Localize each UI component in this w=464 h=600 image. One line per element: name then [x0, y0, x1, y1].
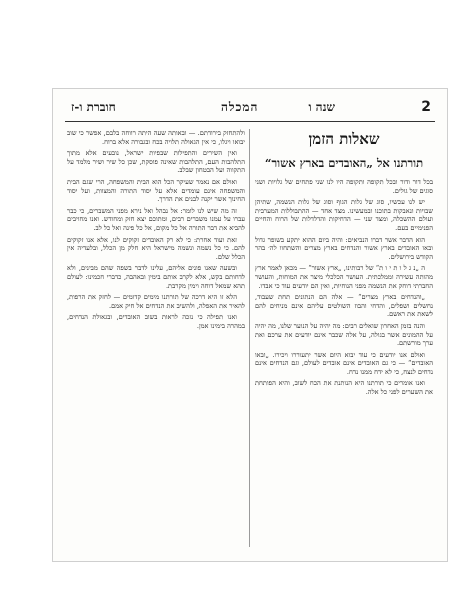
article-column-right	[255, 129, 433, 549]
paragraph: ואולם אנו יודעים כי עוד יבוא היום אשר יתעוררו ויכירו. „ובאו האובדים“ — כי גם האובדים אינם אובדים לעולם, וגם הנדחים אינם נדחים לנצח, כי לא ידח ממנו נדח.	[255, 350, 433, 376]
article-subtitle: תורתנו אל „האובדים בארץ אשור“	[264, 156, 424, 170]
paragraph: הוא הדבר אשר דברו הנביאים: והיה ביום ההוא יתקע בשופר גדול ובאו האובדים בארץ אשור והנדחים בארץ מצרים והשתחוו לה׳ בהר הקודש בירושלים.	[255, 235, 433, 261]
magazine-page	[52, 88, 448, 562]
issue-label: חוברת ו-ז	[71, 100, 116, 114]
year-label: שנה ו	[308, 100, 335, 114]
paragraph: והנה בזמן האחרון שואלים רבים: מה יהיה על הנוער שלנו, מה יהיה על ההמונים אשר בגולה, על אלה שכבר אינם יודעים את ערכם ואת ערך מורשתם.	[255, 321, 433, 348]
paragraph: ואנו אומרים כי תורתנו היא הנותנת את הכח לשוב, והיא הפותחת את השערים לפני כל אלה.	[255, 379, 433, 397]
journal-title: המכלה	[221, 100, 259, 114]
paragraph: ולהתחזק בירודתם. — ובאותה שעה היתה רווחה בלבם, אפשר כי שוב יבואו ויגלו, כי אין הגאולה תלויה בכח ובגבורה אלא ברוח.	[67, 129, 245, 146]
column-divider	[249, 129, 250, 547]
paragraph: ואולם אם נאמר שעיקר הכל הוא הבית והמשפחה, הרי שגם הבית והמשפחה אינם עומדים אלא על יסוד התורה והמצוות, ועל יסוד החינוך אשר יקנה לבנים את הדרך.	[67, 177, 245, 204]
header-rule	[65, 121, 435, 122]
page-header	[53, 89, 447, 123]
paragraph: בכל דור ודור ובכל תקופה ותקופה היו לנו שני פתחים של גלויות ושני סוגים של גולים.	[255, 178, 433, 195]
paragraph: ואין השירים והתפילות שבפיות ישראל, נובעים אלא מתוך התלהבות העם, התלהבות שאינה פוסקת, שכן כל שיר ושיר מלמד על התקווה ועל הבטחון שבלב.	[67, 149, 245, 175]
paragraph: יש לנו עכשיו, סוג של גלות הגוף וסוג של גלות הנשמה, שתיהן שבויות ונאבקות בתוכנו ובמעשינו. מצד אחד — ההתבוללות המערבית ועולם ההשכלה, ומצד שני — הדחיקות והדלדלות של הרוח והחיים הפנימיים בעם.	[255, 198, 433, 232]
paragraph: זה מה שיש לנו לומר: אל נבהל ואל נירא מפני המשברים, כי כבר עברו על עמנו משברים רבים, ומתוכם יצא חזק ומחודש. ואנו מחויבים להביא את דבר התורה אל כל מקום, אל כל פינה ואל כל לב.	[67, 206, 245, 232]
article-title: שאלות הזמן	[308, 130, 380, 148]
paragraph: זאת ועוד אחרת: כי לא רק האובדים זקוקים לנו, אלא אנו זקוקים להם. כי כל נשמה ונשמה מישראל היא חלק מן הכלל, ובלעדיה אין הכלל שלם.	[67, 235, 245, 261]
paragraph: הלא זו היא דרכה של תורתנו מימים קדומים — לחזק את הרפות, להאיר את האפלה, ולהשיב את הנדחים אל חיק אמם.	[67, 293, 245, 310]
page-number: 2	[421, 99, 431, 115]
paragraph: „והנדחים בארץ מצרים“ — אלה הם הנתונים תחת שעבוד, נחשלים ושפלים, והדחי והבוז השולטים עליהם אינם מניחים להם לשאת את ראשם.	[255, 293, 433, 319]
paragraph: ואנו תפילה כי נזכה לראות בשוב האובדים, ובגאולת הנדחים, במהרה בימינו אמן.	[67, 313, 245, 330]
article-column-left	[67, 129, 245, 549]
paragraph: ובשעה שאנו פונים אליהם, עלינו לדבר בשפה שהם מבינים, ולא לדחותם בקש, אלא לקרב אותם בימין ובאהבה, כדברי חכמינו: לעולם תהא שמאל דוחה וימין מקרבת.	[67, 264, 245, 290]
paragraph: ה „נ ג ל ו ת י ו ת“ של רבותינו, „ארץ אשור“ — מכאן לאמר ארץ מהותה עשירה וממלכתית. העושר הכלכלי מיצר את המוחות, והעושר החברתי דוחק את הנשמה מפני הנוחיות, ואין הם יודעים עוד כי אבדו.	[255, 264, 433, 290]
